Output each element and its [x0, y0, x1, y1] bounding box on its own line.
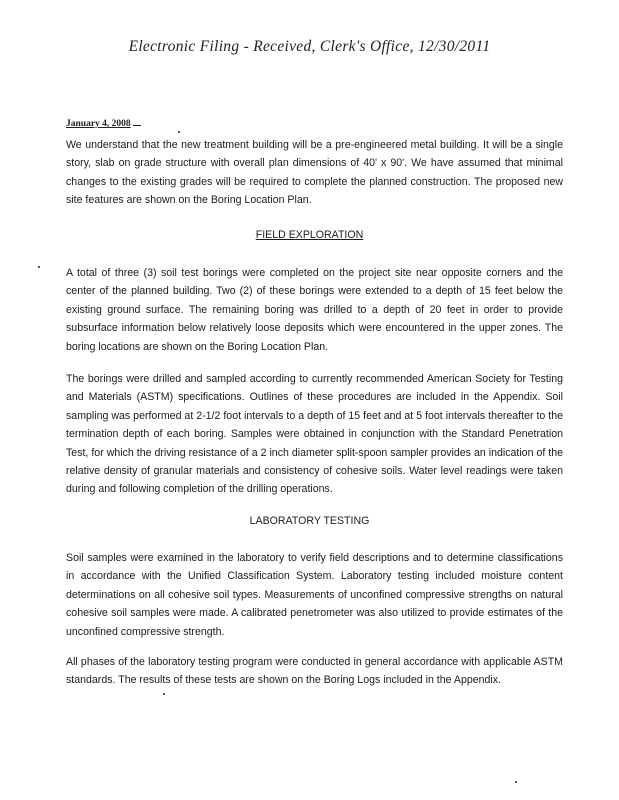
- laboratory-testing-paragraph-1: Soil samples were examined in the laboratory to verify field descriptions and to determine classifications in accordance with the Unified Classification System. Laboratory testing included moisture content determinations on all cohesive soil types. Measurements of unconfined compressive strengths on natural cohesive soil samples were made. A calibrated penetrometer was also utilized to provide estimates of the unconfined compressive strength.: [66, 552, 563, 638]
- date-text: January 4, 2008: [66, 119, 131, 129]
- intro-paragraph: We understand that the new treatment building will be a pre-engineered metal building. It will be a single story, slab on grade structure with overall plan dimensions of 40' x 90'. We have assumed that minimal changes to the existing grades will be required to complete the planned construction. The proposed new site features are shown on the Boring Location Plan.: [66, 139, 563, 207]
- scan-speck: [515, 781, 517, 783]
- section-heading-field-exploration: [0, 229, 619, 241]
- scan-speck: [38, 266, 40, 268]
- filing-stamp-header: Electronic Filing - Received, Clerk's Office, 12/30/2011: [128, 38, 491, 55]
- section-heading-laboratory-testing: LABORATORY TESTING: [249, 515, 370, 527]
- document-date: [66, 119, 141, 129]
- scan-speck: [163, 693, 165, 695]
- field-exploration-paragraph-2: The borings were drilled and sampled according to currently recommended American Society for Testing and Materials (ASTM) specifications. Outlines of these procedures are included in the Appendix. Soil sampling was performed at 2-1/2 foot intervals to a depth of 15 feet and at 5 foot intervals thereafter to the termination depth of each boring. Samples were obtained in conjunction with the Standard Penetration Test, for which the driving resistance of a 2 inch diameter split-spoon sampler provides an indication of the relative density of granular materials and consistency of cohesive soils. Water level readings were taken during and following completion of the drilling operations.: [66, 373, 563, 496]
- heading-text: FIELD EXPLORATION: [255, 229, 364, 241]
- scan-speck: [178, 131, 180, 133]
- laboratory-testing-paragraph-2: All phases of the laboratory testing program were conducted in general accordance with applicable ASTM standards. The results of these tests are shown on the Boring Logs included in the Appendix.: [66, 656, 563, 687]
- field-exploration-paragraph-1: A total of three (3) soil test borings were completed on the project site near opposite corners and the center of the planned building. Two (2) of these borings were extended to a depth of 15 feet below the existing ground surface. The remaining boring was drilled to a depth of 20 feet in order to provide subsurface information below relatively loose deposits which were encountered in the upper zones. The boring locations are shown on the Boring Location Plan.: [66, 267, 563, 353]
